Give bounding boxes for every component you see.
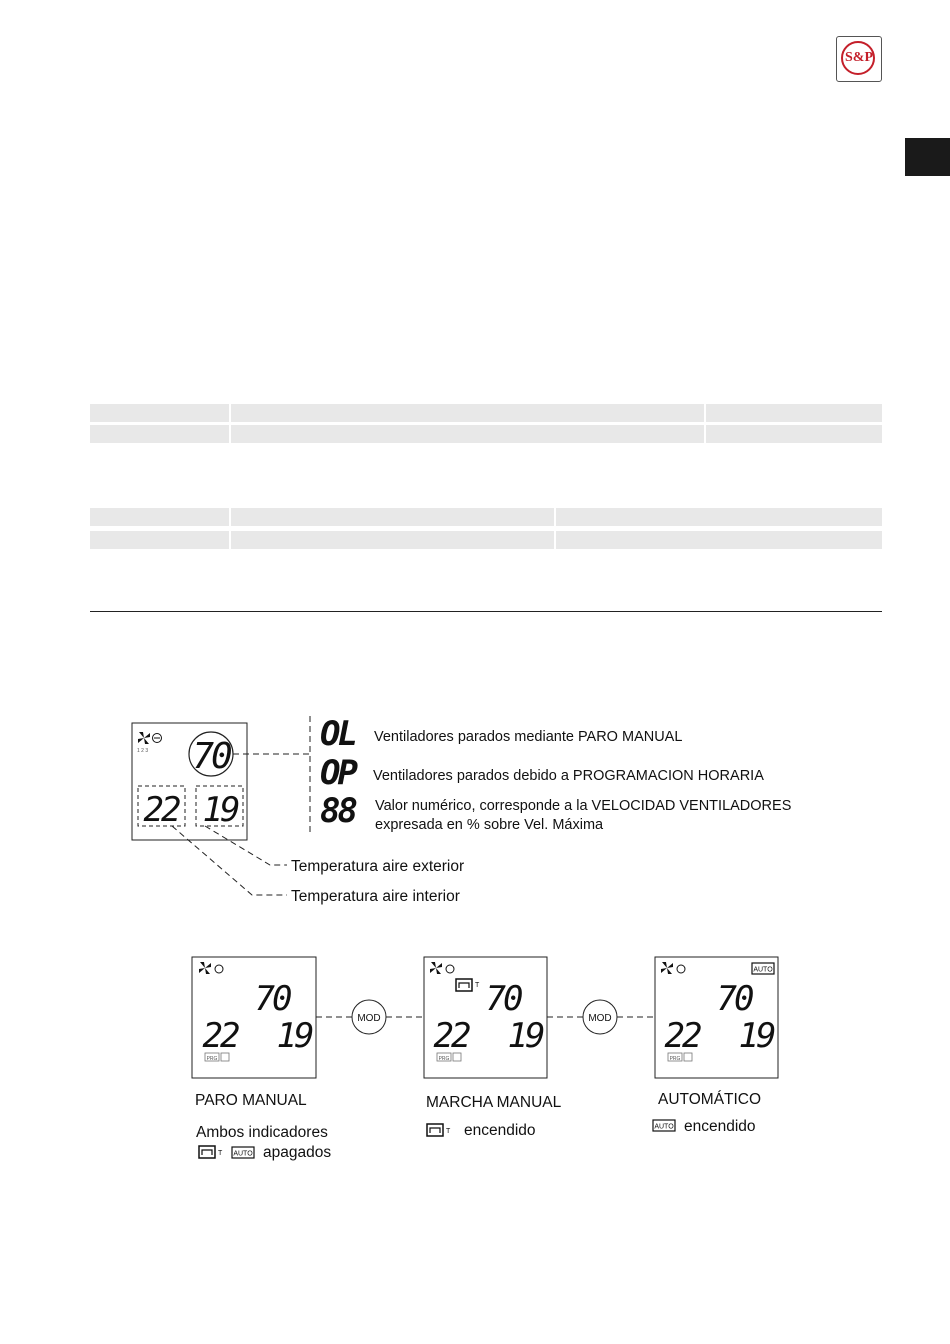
auto-badge: AUTO [233, 1150, 253, 1158]
t-badge: T [446, 1128, 451, 1135]
display-diagram [0, 690, 950, 920]
code-88-desc-2: expresada en % sobre Vel. Máxima [375, 817, 604, 833]
lcd-interior: 22 [202, 1016, 238, 1056]
section-divider [90, 611, 882, 612]
lcd-speed: 70 [254, 979, 290, 1019]
mode1-title: PARO MANUAL [195, 1092, 307, 1109]
lcd-speed: 70 [192, 736, 230, 777]
mode3-line2: encendido [684, 1118, 756, 1135]
lcd-interior: 22 [143, 790, 179, 830]
prg-badge: PRG [669, 1056, 681, 1062]
code-op-desc: Ventiladores parados debido a PROGRAMACION HORARIA [373, 768, 764, 784]
t-badge: T [475, 982, 480, 989]
fan-scale: 1 2 3 [137, 748, 149, 754]
prg-badge: PRG [206, 1056, 218, 1062]
lcd-speed: 70 [716, 979, 752, 1019]
lcd-mode-auto [655, 957, 778, 1078]
lcd-exterior: 19 [276, 1016, 312, 1056]
lcd-mode-marcha [424, 957, 547, 1078]
code-88: 88 [320, 791, 355, 831]
lcd-exterior: 19 [202, 790, 238, 830]
label-exterior: Temperatura aire exterior [291, 858, 465, 875]
mod-button-2 [583, 1000, 617, 1034]
table-1-row [90, 425, 882, 443]
table-2-header [90, 508, 882, 526]
sp-logo [836, 36, 882, 82]
mod-button-1 [352, 1000, 386, 1034]
logo-text: S&P [845, 50, 873, 65]
lcd-exterior: 19 [507, 1016, 543, 1056]
auto-badge: AUTO [753, 966, 773, 974]
mod-label: MOD [357, 1013, 381, 1024]
manual-icon [427, 1124, 443, 1136]
code-88-desc-1: Valor numérico, corresponde a la VELOCIDAD VENTILADORES [375, 798, 792, 814]
code-ol-desc: Ventiladores parados mediante PARO MANUAL [374, 729, 683, 745]
modes-diagram [0, 950, 950, 1170]
table-2-row [90, 531, 882, 549]
code-ol: OL [320, 714, 355, 754]
mode1-line1: Ambos indicadores [196, 1124, 328, 1141]
code-op: OP [320, 753, 355, 793]
prg-badge: PRG [438, 1056, 450, 1062]
mode3-title: AUTOMÁTICO [658, 1091, 762, 1108]
mod-label: MOD [588, 1013, 612, 1024]
manual-icon [199, 1146, 215, 1158]
lcd-speed: 70 [485, 979, 521, 1019]
table-1-header [90, 404, 882, 422]
lcd-interior: 22 [664, 1016, 700, 1056]
mode2-line2: encendido [464, 1122, 536, 1139]
lcd-exterior: 19 [738, 1016, 774, 1056]
lcd-interior: 22 [433, 1016, 469, 1056]
t-badge: T [218, 1150, 223, 1157]
label-interior: Temperatura aire interior [291, 888, 460, 905]
auto-badge: AUTO [654, 1123, 674, 1131]
language-tab [905, 138, 950, 176]
mode2-title: MARCHA MANUAL [426, 1094, 562, 1111]
lcd-mode-paro [192, 957, 316, 1078]
mode1-line2: apagados [263, 1144, 332, 1161]
